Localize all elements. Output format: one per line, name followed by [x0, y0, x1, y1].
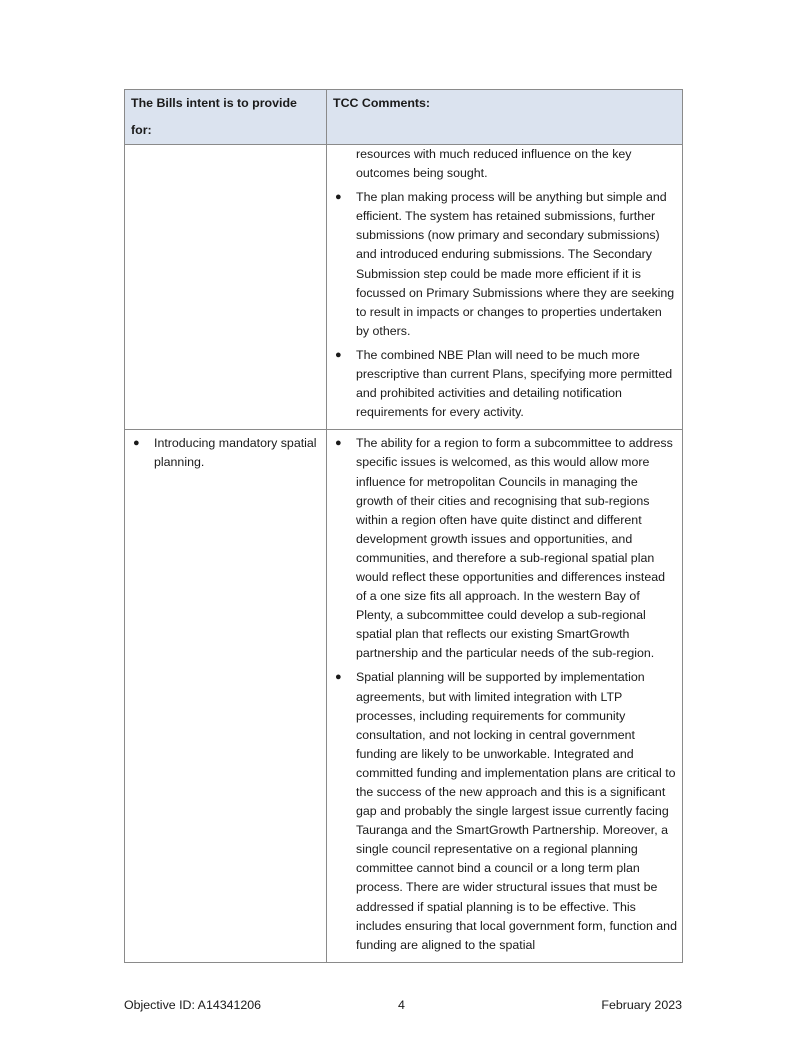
comment-item	[332, 188, 677, 341]
comment-item	[332, 346, 677, 422]
intent-cell-empty	[125, 145, 327, 430]
header-tcc-comments: TCC Comments:	[327, 90, 683, 145]
bullet-icon: ●	[335, 348, 342, 361]
comment-text: Spatial planning will be supported by implementation agreements, but with limited integration with LTP processes, including requirements for community consultation, and not locking in central government funding are likely to be unworkable. Integrated and committed funding and implementation plans are critical to the success of the new approach and this is a significant gap and probably the single largest issue currently facing Tauranga and the SmartGrowth Partnership. Moreover, a single council representative on a regional planning committee cannot bind a council or a long term plan process. There are wider structural issues that must be addressed if spatial planning is to be effective. This includes ensuring that local government form, function and funding are aligned to the spatial	[356, 670, 677, 952]
bullet-icon: ●	[335, 191, 342, 204]
comment-continued	[332, 145, 677, 183]
bullet-icon: ●	[335, 671, 342, 684]
comments-cell	[327, 430, 683, 963]
comment-text: The combined NBE Plan will need to be much more prescriptive than current Plans, specifying more permitted and prohibited activities and detailing notification requirements for every activity.	[356, 347, 673, 420]
page-footer	[124, 998, 682, 1018]
bullet-icon: ●	[335, 437, 342, 450]
table-row	[125, 145, 683, 430]
comment-text: resources with much reduced influence on the key outcomes being sought.	[356, 147, 632, 181]
submission-table	[124, 89, 683, 963]
comments-cell	[327, 145, 683, 430]
bullet-icon: ●	[133, 437, 140, 450]
objective-id: Objective ID: A14341206	[124, 998, 262, 1012]
table-header-row	[125, 90, 683, 145]
comment-item	[332, 434, 677, 663]
footer-date: February 2023	[601, 998, 682, 1012]
comment-text: The plan making process will be anything but simple and efficient. The system has retained submissions, further submissions (now primary and secondary submissions) and introduced enduring submissions. The Secondary Submission step could be made more efficient if it is focussed on Primary Submissions where they are seeking to result in impacts or changes to properties undertaken by others.	[356, 190, 675, 338]
intent-item	[130, 434, 321, 472]
header-bill-intent: The Bills intent is to provide for:	[125, 90, 327, 145]
table-row	[125, 430, 683, 963]
page-number: 4	[398, 998, 405, 1012]
intent-text: Introducing mandatory spatial planning.	[154, 436, 317, 470]
intent-cell	[125, 430, 327, 963]
comment-item	[332, 668, 677, 954]
comment-text: The ability for a region to form a subcommittee to address specific issues is welcomed, as this would allow more influence for metropolitan Councils in managing the growth of their cities and recognising that sub-regions within a region often have quite distinct and different development growth issues and opportunities, and communities, and therefore a sub-regional spatial plan would reflect these opportunities and differences instead of a one size fits all approach. In the western Bay of Plenty, a subcommittee could develop a sub-regional spatial plan that reflects our existing SmartGrowth partnership and the particular needs of the sub-region.	[356, 436, 673, 661]
